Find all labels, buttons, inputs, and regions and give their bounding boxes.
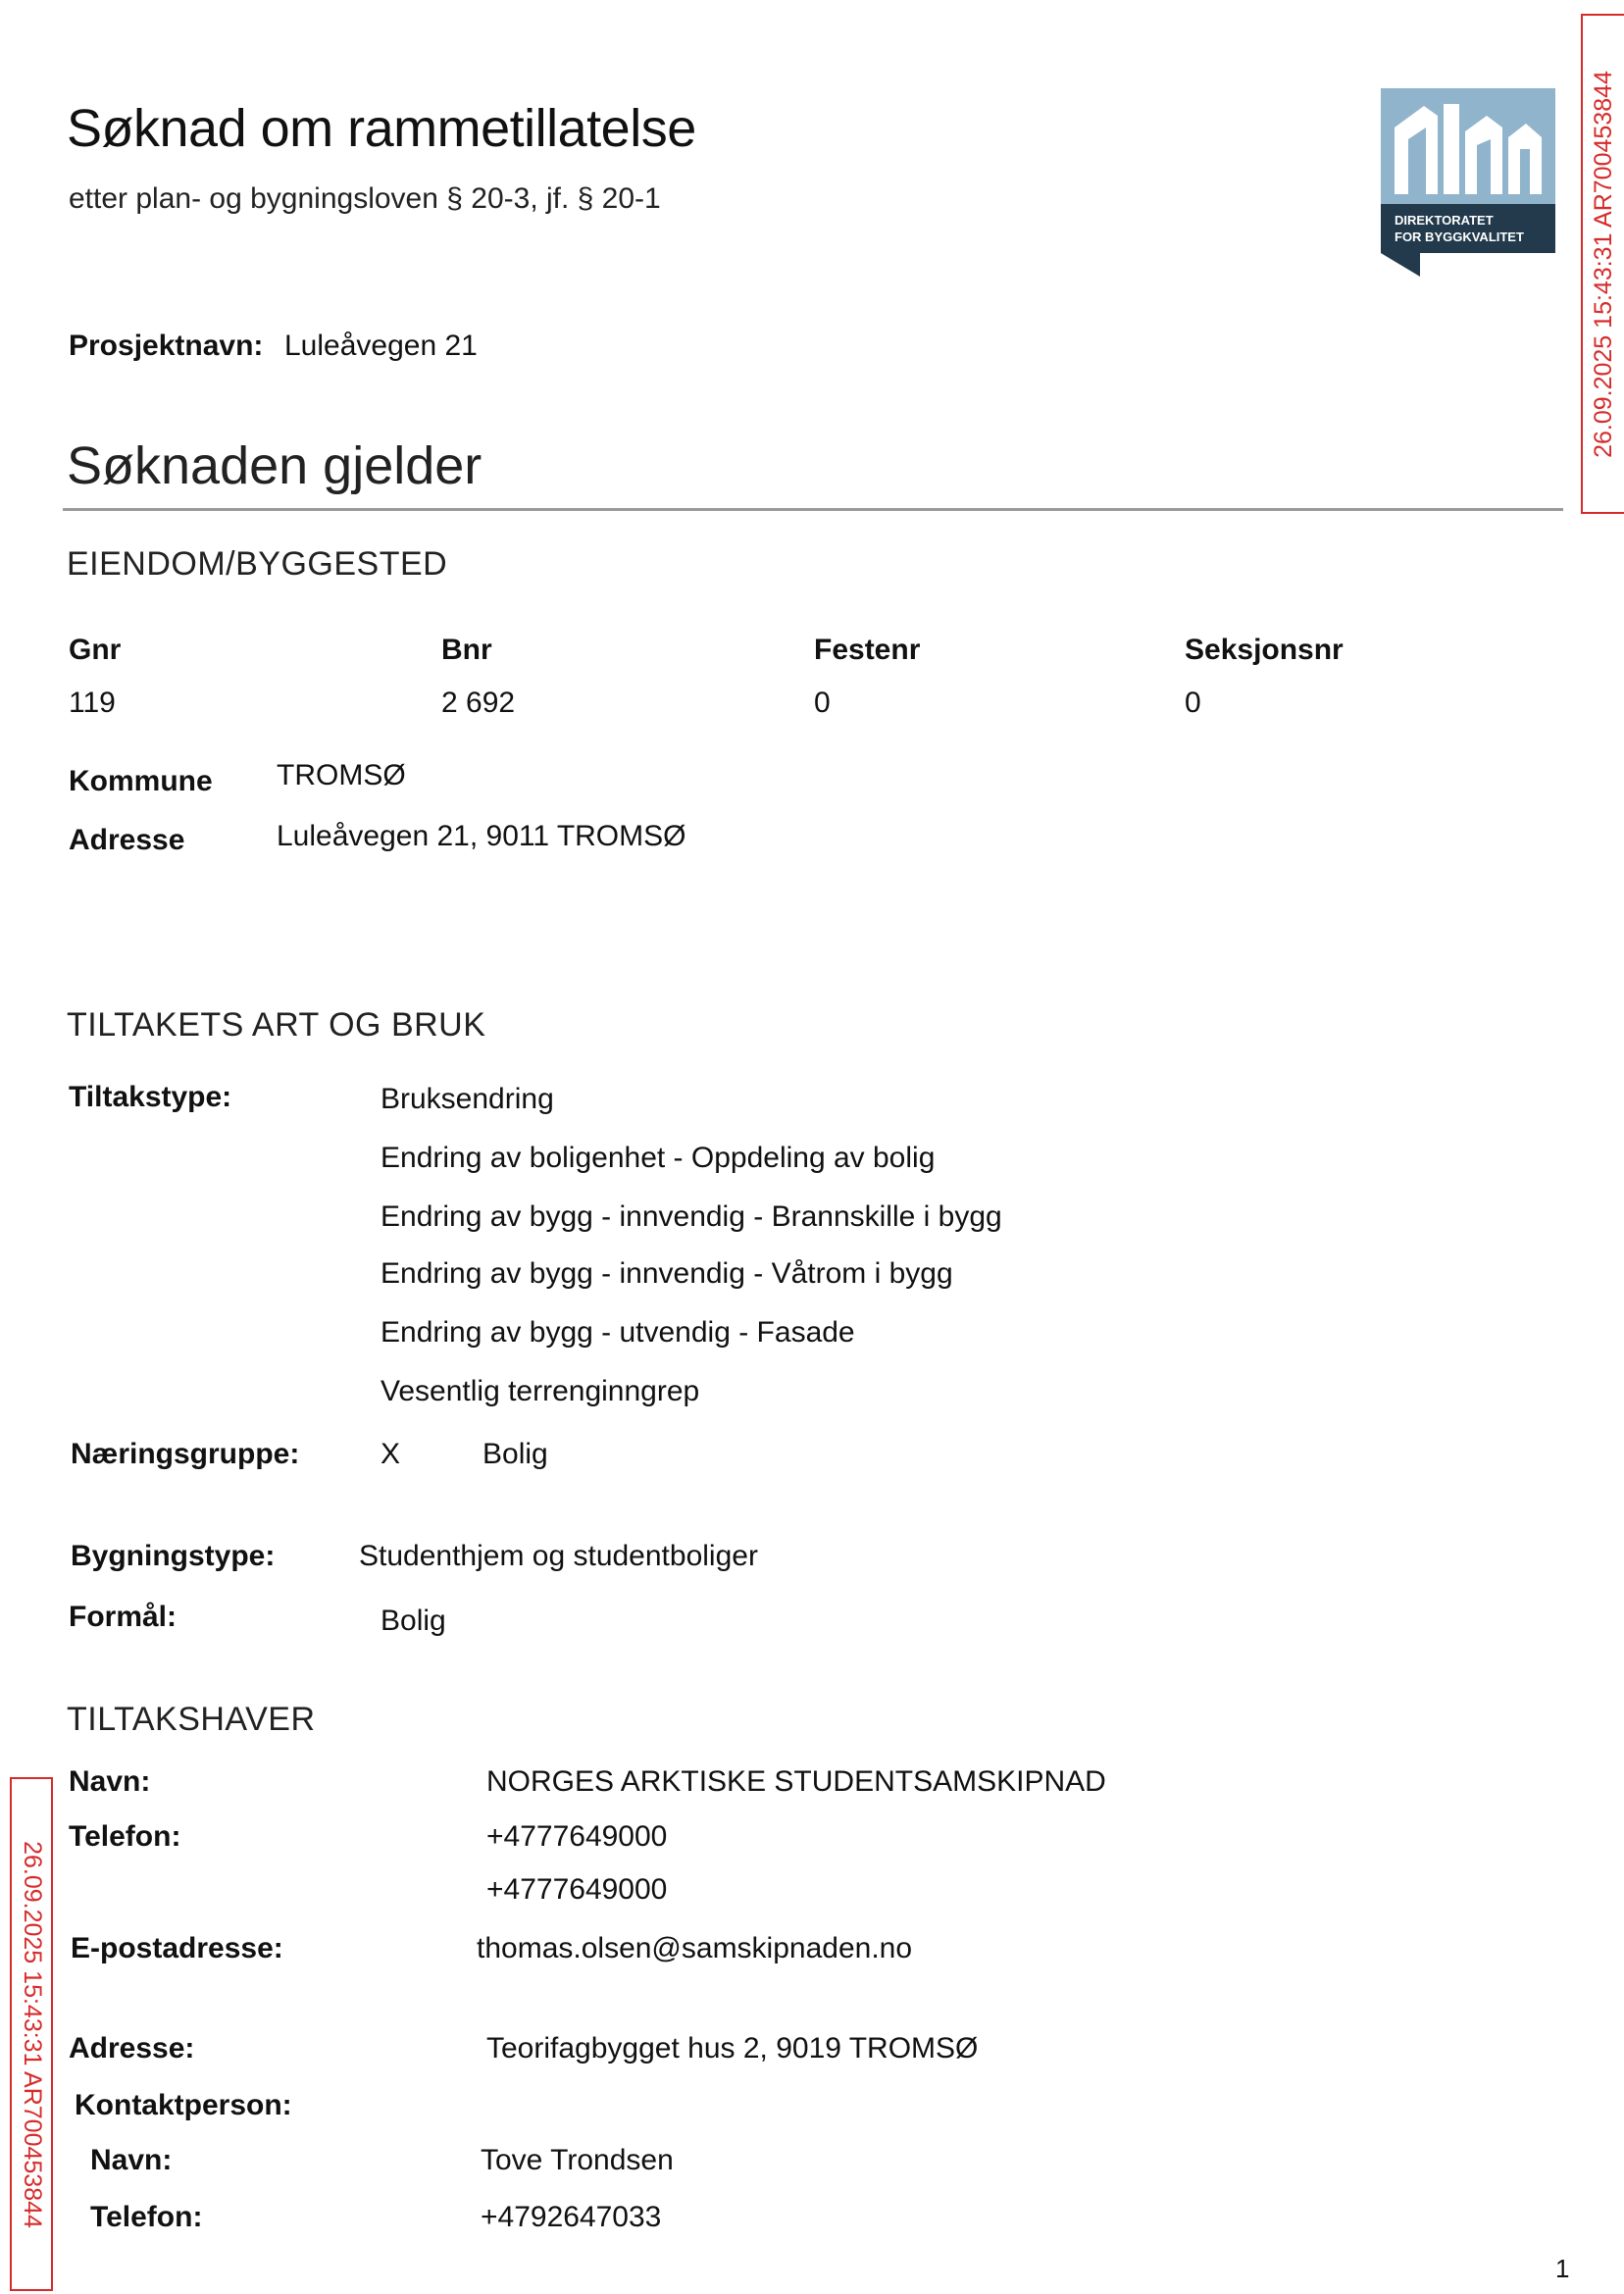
date-stamp-bottom — [10, 1777, 53, 2291]
kommune-value: TROMSØ — [277, 759, 406, 791]
contact-name-value: Tove Trondsen — [481, 2144, 674, 2176]
tiltakstype-item: Vesentlig terrenginngrep — [381, 1375, 700, 1407]
bnr-label: Bnr — [441, 634, 492, 666]
gnr-label: Gnr — [69, 634, 122, 666]
logo-text-line1: DIREKTORATET — [1395, 213, 1494, 228]
section-title-measure: TILTAKETS ART OG BRUK — [67, 1006, 486, 1044]
page-number: 1 — [1555, 2254, 1570, 2283]
contact-person-label: Kontaktperson: — [75, 2089, 292, 2121]
applicant-name-label: Navn: — [69, 1765, 151, 1798]
project-label: Prosjektnavn: — [69, 330, 264, 362]
applicant-phone-value: +4777649000 — [486, 1873, 668, 1906]
document-subtitle: etter plan- og bygningsloven § 20-3, jf. § 20-1 — [69, 182, 661, 215]
applicant-email-value: thomas.olsen@samskipnaden.no — [477, 1932, 913, 1964]
tiltakstype-item: Endring av bygg - innvendig - Våtrom i bygg — [381, 1257, 953, 1290]
stamp-text: 26.09.2025 15:43:31 AR700453844 — [1589, 70, 1617, 458]
date-stamp-top — [1581, 14, 1624, 514]
dibk-logo — [1381, 88, 1555, 277]
adresse-value: Luleåvegen 21, 9011 TROMSØ — [277, 820, 686, 852]
tiltakstype-item: Endring av bygg - utvendig - Fasade — [381, 1316, 855, 1349]
formal-label: Formål: — [69, 1601, 178, 1633]
kommune-label: Kommune — [69, 765, 213, 797]
applicant-address-label: Adresse: — [69, 2032, 195, 2065]
applicant-email-label: E-postadresse: — [71, 1932, 283, 1964]
contact-phone-value: +4792647033 — [481, 2201, 662, 2233]
section-title-property: EIENDOM/BYGGESTED — [67, 545, 448, 583]
section-title-applicant: TILTAKSHAVER — [67, 1701, 316, 1738]
logo-text-line2: FOR BYGGKVALITET — [1395, 229, 1524, 244]
contact-phone-label: Telefon: — [90, 2201, 203, 2233]
bygningstype-value: Studenthjem og studentboliger — [359, 1540, 758, 1572]
naeringsgruppe-code: X — [381, 1438, 401, 1470]
adresse-label: Adresse — [69, 824, 185, 856]
heading-divider — [63, 508, 1563, 511]
formal-value: Bolig — [381, 1605, 446, 1637]
project-value: Luleåvegen 21 — [284, 330, 478, 362]
seksjonsnr-label: Seksjonsnr — [1185, 634, 1344, 666]
tiltakstype-item: Endring av boligenhet - Oppdeling av bolig — [381, 1142, 936, 1174]
main-heading: Søknaden gjelder — [67, 436, 482, 495]
seksjonsnr-value: 0 — [1185, 687, 1201, 719]
festenr-value: 0 — [814, 687, 831, 719]
document-title: Søknad om rammetillatelse — [67, 99, 696, 158]
bygningstype-label: Bygningstype: — [71, 1540, 276, 1572]
tiltakstype-item: Endring av bygg - innvendig - Brannskille i bygg — [381, 1200, 1002, 1233]
naeringsgruppe-value: Bolig — [482, 1438, 548, 1470]
applicant-name-value: NORGES ARKTISKE STUDENTSAMSKIPNAD — [486, 1765, 1106, 1798]
naeringsgruppe-label: Næringsgruppe: — [71, 1438, 300, 1470]
tiltakstype-label: Tiltakstype: — [69, 1081, 232, 1113]
applicant-phone-value: +4777649000 — [486, 1820, 668, 1853]
tiltakstype-item: Bruksendring — [381, 1083, 554, 1115]
stamp-text: 26.09.2025 15:43:31 AR700453844 — [18, 1840, 46, 2228]
gnr-value: 119 — [69, 687, 116, 719]
bnr-value: 2 692 — [441, 687, 516, 719]
applicant-address-value: Teorifagbygget hus 2, 9019 TROMSØ — [486, 2032, 979, 2065]
festenr-label: Festenr — [814, 634, 921, 666]
contact-name-label: Navn: — [90, 2144, 173, 2176]
applicant-phone-label: Telefon: — [69, 1820, 181, 1853]
